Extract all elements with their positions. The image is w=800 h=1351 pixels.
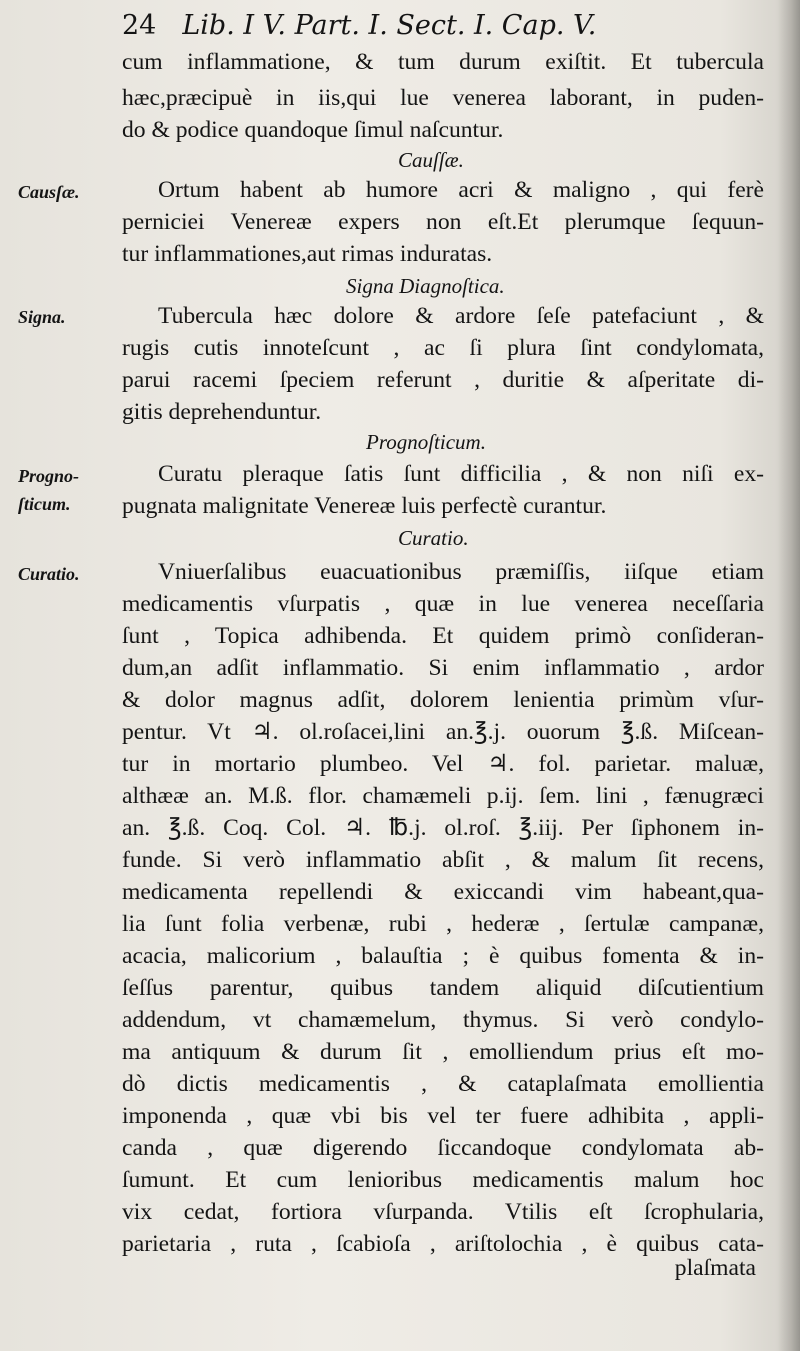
text-line: funde. Si verò inflammatio abſit , & malum ſit recens, bbox=[122, 847, 764, 873]
catchword: plaſmata bbox=[674, 1255, 756, 1281]
text-line: acacia, malicorium , balauſtia ; è quibus fomenta & in- bbox=[122, 943, 764, 969]
text-line: rugis cutis innoteſcunt , ac ſi plura ſint condylomata, bbox=[122, 335, 764, 361]
text-line: & dolor magnus adſit, dolorem lenientia primùm vſur- bbox=[122, 687, 764, 713]
text-line: pentur. Vt ♃. ol.roſacei,lini an.℥.j. ouorum ℥.ß. Miſcean- bbox=[122, 719, 764, 745]
text-line: lia ſunt folia verbenæ, rubi , hederæ , ſertulæ campanæ, bbox=[122, 911, 764, 937]
margin-note: Progno- bbox=[18, 466, 80, 486]
text-line: ma antiquum & durum ſit , emolliendum prius eſt mo- bbox=[122, 1039, 764, 1065]
page-number: 24 bbox=[122, 10, 157, 41]
text-line: ſunt , Topica adhibenda. Et quidem primò conſideran- bbox=[122, 623, 764, 649]
text-line: an. ℥.ß. Coq. Col. ♃. ℔.j. ol.roſ. ℥.iij. Per ſiphonem in- bbox=[122, 815, 764, 841]
text-line: Curatu pleraque ſatis ſunt difficilia , & non niſi ex- bbox=[158, 461, 764, 487]
text-line: medicamentis vſurpatis , quæ in lue venerea neceſſaria bbox=[122, 591, 764, 617]
page-edge-shadow bbox=[778, 0, 800, 1351]
text-line: medicamenta repellendi & exiccandi vim habeant,qua- bbox=[122, 879, 764, 905]
text-line: dò dictis medicamentis , & cataplaſmata emollientia bbox=[122, 1071, 764, 1097]
text-line: gitis deprehenduntur. bbox=[122, 399, 322, 425]
margin-note: ſticum. bbox=[18, 494, 71, 514]
text-line: pugnata malignitate Venereæ luis perfectè curantur. bbox=[122, 493, 607, 519]
text-line: ſumunt. Et cum lenioribus medicamentis malum hoc bbox=[122, 1167, 764, 1193]
text-line: parui racemi ſpeciem referunt , duritie & aſperitate di- bbox=[122, 367, 764, 393]
text-line: hæc,præcipuè in iis,qui lue venerea laborant, in puden- bbox=[122, 85, 764, 111]
margin-note: Signa. bbox=[18, 307, 66, 327]
margin-note: Curatio. bbox=[18, 564, 80, 584]
text-line: parietaria , ruta , ſcabioſa , ariſtolochia , è quibus cata- bbox=[122, 1231, 764, 1257]
text-line: Tubercula hæc dolore & ardore ſeſe patefaciunt , & bbox=[158, 303, 764, 329]
text-line: canda , quæ digerendo ſiccandoque condylomata ab- bbox=[122, 1135, 764, 1161]
section-heading: Cauſſæ. bbox=[398, 148, 464, 172]
text-line: dum,an adſit inflammatio. Si enim inflammatio , ardor bbox=[122, 655, 764, 681]
text-line: Ortum habent ab humore acri & maligno , qui ferè bbox=[158, 177, 764, 203]
text-line: do & podice quandoque ſimul naſcuntur. bbox=[122, 117, 504, 143]
text-line: Vniuerſalibus euacuationibus præmiſſis, iiſque etiam bbox=[158, 559, 764, 585]
margin-note: Causſæ. bbox=[18, 182, 80, 202]
text-line: althææ an. M.ß. flor. chamæmeli p.ij. ſem. lini , fænugræci bbox=[122, 783, 764, 809]
text-line: tur inflammationes,aut rimas induratas. bbox=[122, 241, 493, 267]
text-line: vix cedat, fortiora vſurpanda. Vtilis eſt ſcrophularia, bbox=[122, 1199, 764, 1225]
section-heading: Prognoſticum. bbox=[366, 430, 486, 454]
running-title: Lib. I V. Part. I. Sect. I. Cap. V. bbox=[182, 10, 597, 41]
section-heading: Signa Diagnoſtica. bbox=[346, 274, 505, 298]
text-line: cum inflammatione, & tum durum exiſtit. Et tubercula bbox=[122, 49, 764, 75]
text-line: imponenda , quæ vbi bis vel ter fuere adhibita , appli- bbox=[122, 1103, 764, 1129]
text-line: perniciei Venereæ expers non eſt.Et plerumque ſequun- bbox=[122, 209, 764, 235]
text-line: ſeſſus parentur, quibus tandem aliquid diſcutientium bbox=[122, 975, 764, 1001]
section-heading: Curatio. bbox=[398, 526, 469, 550]
text-line: addendum, vt chamæmelum, thymus. Si verò condylo- bbox=[122, 1007, 764, 1033]
text-line: tur in mortario plumbeo. Vel ♃. fol. parietar. maluæ, bbox=[122, 751, 764, 777]
